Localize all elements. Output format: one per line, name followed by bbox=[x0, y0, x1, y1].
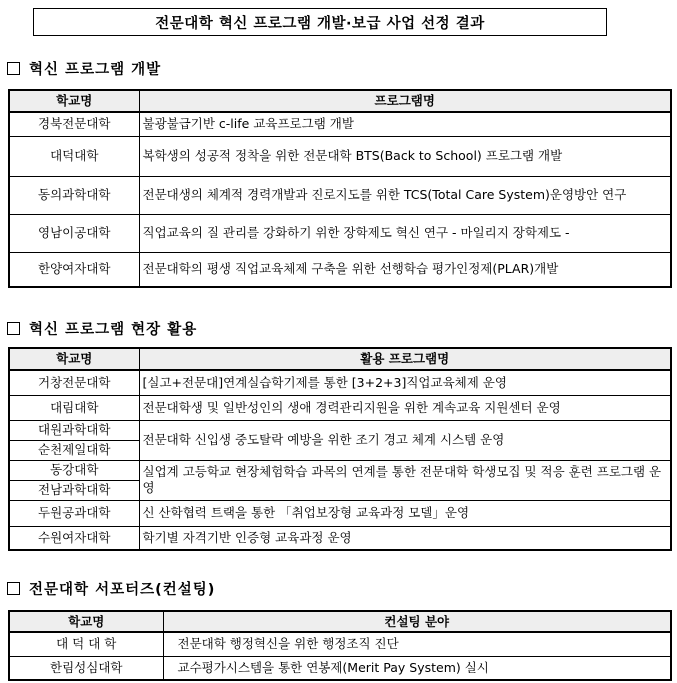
column-header-program: 컨설팅 분야 bbox=[163, 611, 671, 632]
school-cell: 수원여자대학 bbox=[9, 526, 139, 550]
supporters-table bbox=[8, 610, 672, 681]
program-cell: 전문대학의 평생 직업교육체제 구축을 위한 선행학습 평가인정제(PLAR)개발 bbox=[139, 252, 671, 287]
table-row bbox=[9, 500, 671, 526]
school-cell: 경북전문대학 bbox=[9, 112, 139, 136]
school-cell: 영남이공대학 bbox=[9, 214, 139, 252]
program-cell: 전문대학생 및 일반성인의 생애 경력관리지원을 위한 계속교육 지원센터 운영 bbox=[139, 395, 671, 420]
program-cell: 신 산학협력 트랙을 통한 「취업보장형 교육과정 모델」운영 bbox=[139, 500, 671, 526]
school-cell: 동의과학대학 bbox=[9, 176, 139, 214]
program-cell: 불광불급기반 c-life 교육프로그램 개발 bbox=[139, 112, 671, 136]
column-header-school: 학교명 bbox=[9, 90, 139, 112]
school-cell: 전남과학대학 bbox=[9, 480, 139, 500]
table-row bbox=[9, 526, 671, 550]
table-row bbox=[9, 252, 671, 287]
school-cell: 한양여자대학 bbox=[9, 252, 139, 287]
checkbox-square-icon bbox=[7, 62, 20, 75]
checkbox-square-icon bbox=[7, 582, 20, 595]
section-heading-label: 혁신 프로그램 개발 bbox=[29, 62, 162, 78]
table-row bbox=[9, 395, 671, 420]
school-cell: 순천제일대학 bbox=[9, 440, 139, 460]
program-cell: 복학생의 성공적 정착을 위한 전문대학 BTS(Back to School) 프로그램 개발 bbox=[139, 136, 671, 176]
program-cell: 실업계 고등학교 현장체험학습 과목의 연계를 통한 전문대학 학생모집 및 적응 훈련 프로그램 운영 bbox=[139, 460, 671, 500]
table-row bbox=[9, 214, 671, 252]
development-table bbox=[8, 89, 672, 288]
school-cell: 대 덕 대 학 bbox=[9, 632, 163, 656]
table-row bbox=[9, 656, 671, 680]
field-use-table bbox=[8, 347, 672, 551]
table-row bbox=[9, 370, 671, 395]
school-cell: 한림성심대학 bbox=[9, 656, 163, 680]
table-row bbox=[9, 136, 671, 176]
program-cell: 교수평가시스템을 통한 연봉제(Merit Pay System) 실시 bbox=[163, 656, 671, 680]
school-cell: 동강대학 bbox=[9, 460, 139, 480]
column-header-school: 학교명 bbox=[9, 348, 139, 370]
program-cell: 전문대생의 체계적 경력개발과 진로지도를 위한 TCS(Total Care System)운영방안 연구 bbox=[139, 176, 671, 214]
table-row bbox=[9, 420, 671, 440]
section-heading-development bbox=[7, 58, 161, 79]
school-cell: 두원공과대학 bbox=[9, 500, 139, 526]
program-cell: 전문대학 행정혁신을 위한 행정조직 진단 bbox=[163, 632, 671, 656]
table-row bbox=[9, 460, 671, 480]
table-header-row bbox=[9, 348, 671, 370]
school-cell: 대림대학 bbox=[9, 395, 139, 420]
table-header-row bbox=[9, 90, 671, 112]
column-header-program: 프로그램명 bbox=[139, 90, 671, 112]
column-header-school: 학교명 bbox=[9, 611, 163, 632]
program-cell: 전문대학 신입생 중도탈락 예방을 위한 조기 경고 체계 시스템 운영 bbox=[139, 420, 671, 460]
section-heading-field-use bbox=[7, 318, 197, 339]
page-title: 전문대학 혁신 프로그램 개발·보급 사업 선정 결과 bbox=[33, 8, 607, 36]
checkbox-square-icon bbox=[7, 322, 20, 335]
program-cell: 학기별 자격기반 인증형 교육과정 운영 bbox=[139, 526, 671, 550]
table-row bbox=[9, 112, 671, 136]
table-header-row bbox=[9, 611, 671, 632]
school-cell: 대덕대학 bbox=[9, 136, 139, 176]
section-heading-label: 전문대학 서포터즈(컨설팅) bbox=[29, 582, 216, 598]
program-cell: [실고+전문대]연계실습학기제를 통한 [3+2+3]직업교육체제 운영 bbox=[139, 370, 671, 395]
section-heading-label: 혁신 프로그램 현장 활용 bbox=[29, 322, 198, 338]
section-heading-supporters bbox=[7, 578, 215, 599]
column-header-program: 활용 프로그램명 bbox=[139, 348, 671, 370]
table-row bbox=[9, 176, 671, 214]
program-cell: 직업교육의 질 관리를 강화하기 위한 장학제도 혁신 연구 - 마일리지 장학제도 - bbox=[139, 214, 671, 252]
school-cell: 거창전문대학 bbox=[9, 370, 139, 395]
school-cell: 대원과학대학 bbox=[9, 420, 139, 440]
table-row bbox=[9, 632, 671, 656]
